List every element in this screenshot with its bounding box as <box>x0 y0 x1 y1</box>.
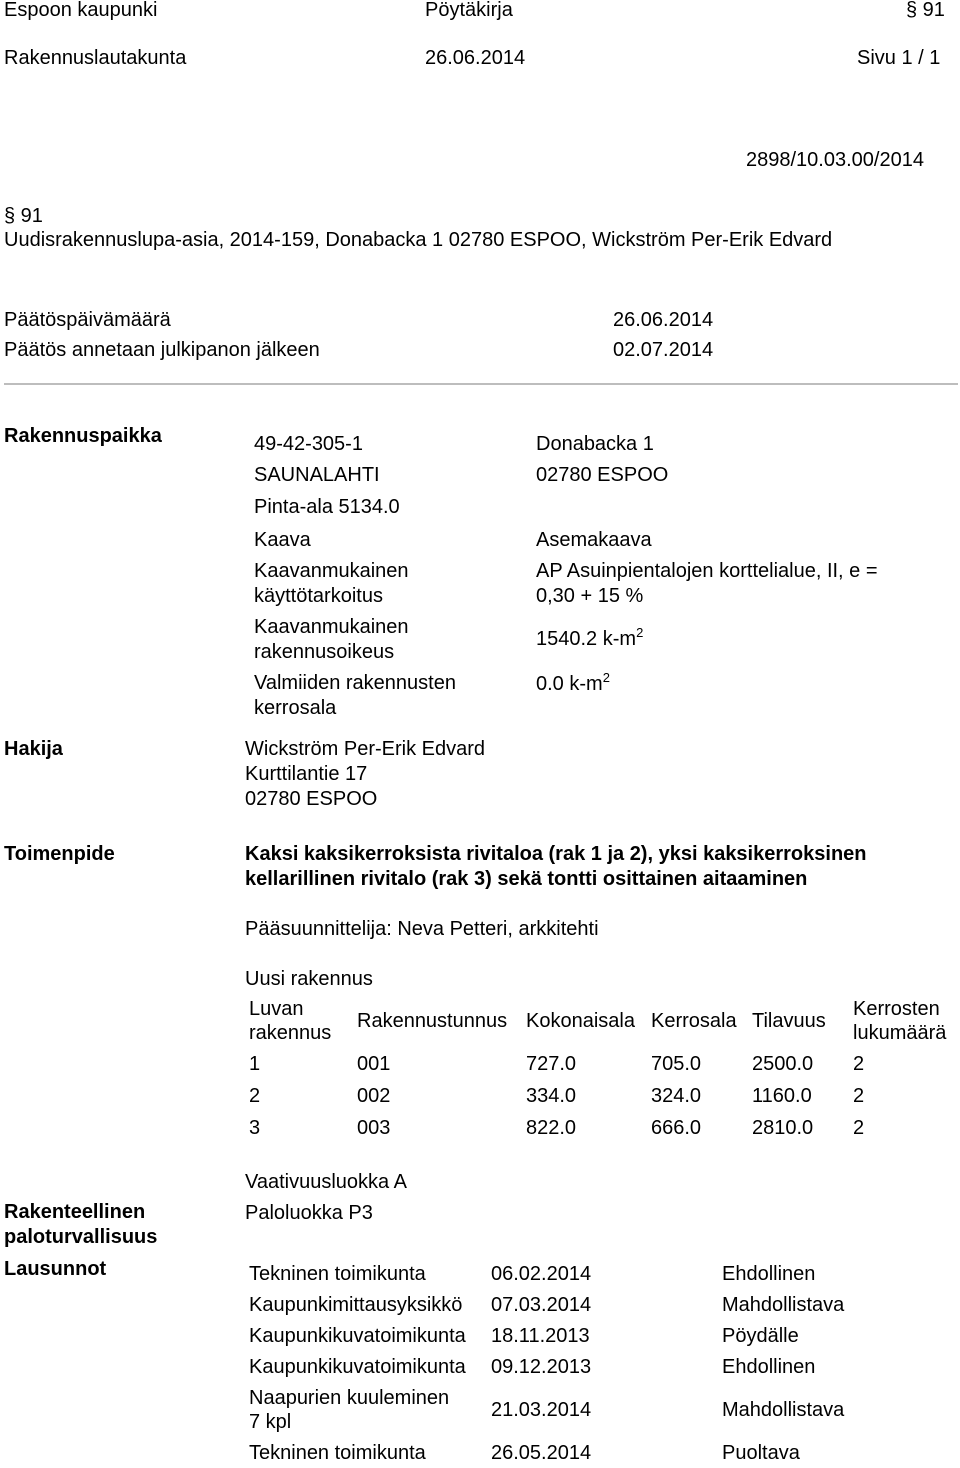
measure-line-1: Kaksi kaksikerroksista rivitaloa (rak 1 ja 2), yksi kaksikerroksinen <box>245 843 867 865</box>
applicant-postal: 02780 ESPOO <box>245 788 378 810</box>
statement-giver: Tekninen toimikunta <box>249 1262 426 1285</box>
fire-safety-label-2: paloturvallisuus <box>4 1226 158 1248</box>
table-cell: 2810.0 <box>752 1117 814 1139</box>
table-row <box>249 1320 882 1351</box>
table-cell: 822.0 <box>526 1117 577 1139</box>
publish-value: 02.07.2014 <box>613 339 714 361</box>
table-cell: 324.0 <box>651 1085 702 1107</box>
table-row <box>249 1289 882 1320</box>
table-cell: 3 <box>249 1117 261 1139</box>
applicant-label: Hakija <box>4 738 63 760</box>
statement-date: 18.11.2013 <box>491 1324 590 1347</box>
right-label-1: Kaavanmukainen <box>254 616 409 638</box>
table-cell: 2 <box>249 1085 261 1107</box>
table-cell: 666.0 <box>651 1117 702 1139</box>
statement-date: 06.02.2014 <box>491 1262 592 1285</box>
table-row <box>249 1112 958 1144</box>
existing-area-value: 0.0 $k-m^2$ <box>536 670 610 695</box>
publish-label: Päätös annetaan julkipanon jälkeen <box>4 339 320 361</box>
table-cell: 334.0 <box>526 1085 577 1107</box>
use-value-2: 0,30 + 15 % <box>536 585 644 607</box>
statement-result: Mahdollistava <box>722 1293 845 1316</box>
statement-giver: Kaupunkimittausyksikkö <box>249 1293 463 1316</box>
buildings-table <box>249 994 958 1144</box>
table-row <box>249 1438 882 1468</box>
statement-date: 09.12.2013 <box>491 1355 592 1378</box>
site-district: SAUNALAHTI <box>254 464 380 486</box>
property-id: 49-42-305-1 <box>254 433 363 455</box>
meeting-date: 26.06.2014 <box>425 47 526 69</box>
measure-line-2: kellarillinen rivitalo (rak 3) sekä tontti osittainen aitaaminen <box>245 868 808 890</box>
statement-date: 21.03.2014 <box>491 1399 592 1421</box>
table-cell: 705.0 <box>651 1053 702 1075</box>
col-header-kokonaisala: Kokonaisala <box>526 1010 635 1032</box>
case-section: § 91 <box>4 205 43 227</box>
statement-giver: Kaupunkikuvatoimikunta <box>249 1324 466 1347</box>
table-row <box>249 1258 882 1289</box>
statement-result: Pöydälle <box>722 1324 799 1347</box>
statement-result: Ehdollinen <box>722 1355 816 1378</box>
table-cell: 2 <box>853 1117 865 1139</box>
measure-label: Toimenpide <box>4 843 115 865</box>
statement-giver: Kaupunkikuvatoimikunta <box>249 1355 466 1378</box>
site-address: Donabacka 1 <box>536 433 654 455</box>
existing-label-1: Valmiiden rakennusten <box>254 672 456 694</box>
use-label-2: käyttötarkoitus <box>254 585 383 607</box>
statement-result: Puoltava <box>722 1442 800 1464</box>
col-header-kerrosala: Kerrosala <box>651 1010 737 1032</box>
table-cell: 2 <box>853 1085 865 1107</box>
decision-date-value: 26.06.2014 <box>613 309 714 331</box>
plan-value: Asemakaava <box>536 529 652 551</box>
site-area: Pinta-ala 5134.0 <box>254 496 400 518</box>
plan-label: Kaava <box>254 529 311 551</box>
table-cell: 001 <box>357 1053 391 1075</box>
difficulty-class: Vaativuusluokka A <box>245 1171 407 1193</box>
table-row <box>249 1351 882 1382</box>
col-header-tilavuus: Tilavuus <box>752 1010 826 1032</box>
case-reference: 2898/10.03.00/2014 <box>746 149 924 171</box>
table-cell: 1160.0 <box>752 1085 812 1107</box>
table-cell: 2500.0 <box>752 1053 814 1075</box>
board-name: Rakennuslautakunta <box>4 47 187 69</box>
divider <box>4 383 958 385</box>
statement-giver: Naapurien kuuleminen 7 kpl <box>249 1387 450 1433</box>
table-cell: 002 <box>357 1085 391 1107</box>
org-name: Espoon kaupunki <box>4 0 158 21</box>
applicant-name: Wickström Per-Erik Edvard <box>245 738 486 760</box>
statements-table <box>249 1258 882 1468</box>
fire-class: Paloluokka P3 <box>245 1202 373 1224</box>
use-label-1: Kaavanmukainen <box>254 560 409 582</box>
right-label-2: rakennusoikeus <box>254 641 395 663</box>
statement-result: Mahdollistava <box>722 1399 845 1421</box>
statements-label: Lausunnot <box>4 1258 107 1280</box>
site-postal: 02780 ESPOO <box>536 464 669 486</box>
table-header-row <box>249 994 958 1048</box>
statement-result: Ehdollinen <box>722 1262 816 1285</box>
chief-designer: Pääsuunnittelija: Neva Petteri, arkkitehti <box>245 918 599 940</box>
table-row <box>249 1048 958 1080</box>
fire-safety-label-1: Rakenteellinen <box>4 1201 146 1223</box>
statement-date: 26.05.2014 <box>491 1442 592 1464</box>
table-cell: 727.0 <box>526 1053 577 1075</box>
col-header-rakennustunnus: Rakennustunnus <box>357 1010 508 1032</box>
table-cell: 1 <box>249 1053 261 1075</box>
statement-date: 07.03.2014 <box>491 1293 592 1316</box>
col-header-luvan-rakennus: Luvan rakennus <box>249 998 332 1044</box>
use-value-1: AP Asuinpientalojen korttelialue, II, e = <box>536 560 878 582</box>
table-row <box>249 1382 882 1438</box>
site-label: Rakennuspaikka <box>4 425 162 447</box>
decision-date-label: Päätöspäivämäärä <box>4 309 171 331</box>
doc-type: Pöytäkirja <box>425 0 513 21</box>
applicant-street: Kurttilantie 17 <box>245 763 368 785</box>
statement-giver: Tekninen toimikunta <box>249 1442 426 1464</box>
existing-label-2: kerrosala <box>254 697 337 719</box>
page-indicator: Sivu 1 / 1 <box>857 47 941 69</box>
new-building-heading: Uusi rakennus <box>245 968 373 990</box>
table-cell: 003 <box>357 1117 391 1139</box>
col-header-kerrosten-lukumaara: Kerrosten lukumäärä <box>853 998 947 1044</box>
case-title: Uudisrakennuslupa-asia, 2014-159, Donabacka 1 02780 ESPOO, Wickström Per-Erik Edvard <box>4 229 833 251</box>
table-cell: 2 <box>853 1053 865 1075</box>
section-number: § 91 <box>906 0 945 21</box>
table-row <box>249 1080 958 1112</box>
building-right-value: 1540.2 $k-m^2$ <box>536 625 644 650</box>
